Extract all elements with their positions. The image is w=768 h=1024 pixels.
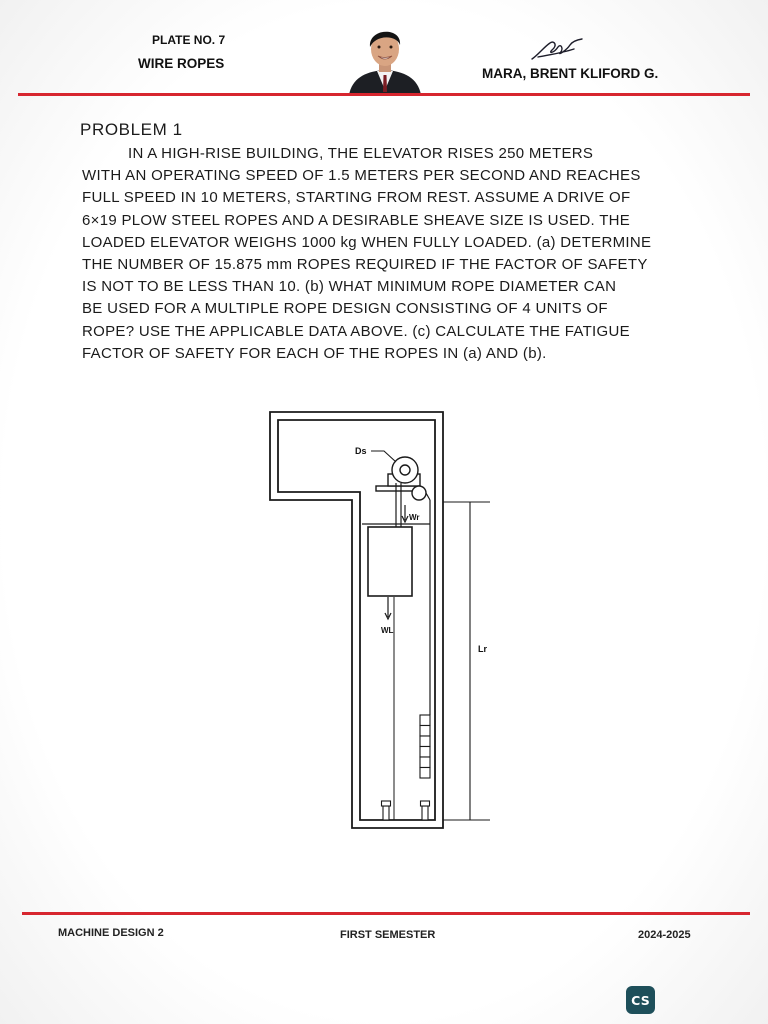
plate-topic: WIRE ROPES [138, 56, 225, 71]
counterweight-buffer-cap [421, 801, 430, 806]
rope-length-dimension [443, 502, 490, 820]
label-sheave-diameter: Ds [355, 446, 367, 456]
footer-rule [22, 912, 750, 915]
problem-line: BE USED FOR A MULTIPLE ROPE DESIGN CONSISTING OF 4 UNITS OF [82, 300, 608, 318]
course-name: MACHINE DESIGN 2 [58, 927, 164, 939]
problem-line: IS NOT TO BE LESS THAN 10. (b) WHAT MINIMUM ROPE DIAMETER CAN [82, 278, 617, 296]
badge-text: CS [631, 992, 650, 1008]
elevator-diagram [260, 400, 510, 840]
problem-line: LOADED ELEVATOR WEIGHS 1000 kg WHEN FULLY LOADED. (a) DETERMINE [82, 233, 652, 251]
author-name: MARA, BRENT KLIFORD G. [482, 66, 659, 81]
problem-line: FULL SPEED IN 10 METERS, STARTING FROM REST. ASSUME A DRIVE OF [82, 189, 631, 207]
problem-statement [82, 143, 651, 365]
signature [528, 35, 586, 65]
ds-leader-line [371, 451, 396, 462]
plate-number: PLATE NO. 7 [152, 33, 226, 47]
counterweight [420, 715, 430, 778]
elevator-car [368, 527, 412, 596]
problem-line: THE NUMBER OF 15.875 mm ROPES REQUIRED IF THE FACTOR OF SAFETY [82, 255, 648, 273]
label-rope-weight: Wr [409, 513, 420, 522]
problem-line: ROPE? USE THE APPLICABLE DATA ABOVE. (c) CALCULATE THE FATIGUE [82, 322, 630, 340]
label-load-weight: WL [381, 626, 394, 635]
author-photo [346, 20, 424, 95]
problem-line: FACTOR OF SAFETY FOR EACH OF THE ROPES IN (a) AND (b). [82, 344, 547, 362]
header-rule [18, 93, 750, 96]
label-rope-length: Lr [478, 644, 487, 654]
car-buffer-cap [382, 801, 391, 806]
problem-line: IN A HIGH-RISE BUILDING, THE ELEVATOR RISES 250 METERS [128, 145, 594, 162]
problem-line: 6×19 PLOW STEEL ROPES AND A DESIRABLE SHEAVE SIZE IS USED. THE [82, 211, 631, 229]
school-year: 2024-2025 [638, 929, 691, 941]
problem-line: WITH AN OPERATING SPEED OF 1.5 METERS PER SECOND AND REACHES [82, 167, 641, 185]
deflector-sheave [412, 486, 426, 500]
car-buffer [383, 806, 389, 820]
counterweight-buffer [422, 806, 428, 820]
semester: FIRST SEMESTER [340, 929, 436, 941]
counterweight-rope-top [426, 493, 430, 500]
camscanner-logo [626, 986, 655, 1014]
sheave-base [376, 486, 418, 491]
problem-heading: PROBLEM 1 [80, 120, 183, 139]
sheave-hub [400, 465, 410, 475]
